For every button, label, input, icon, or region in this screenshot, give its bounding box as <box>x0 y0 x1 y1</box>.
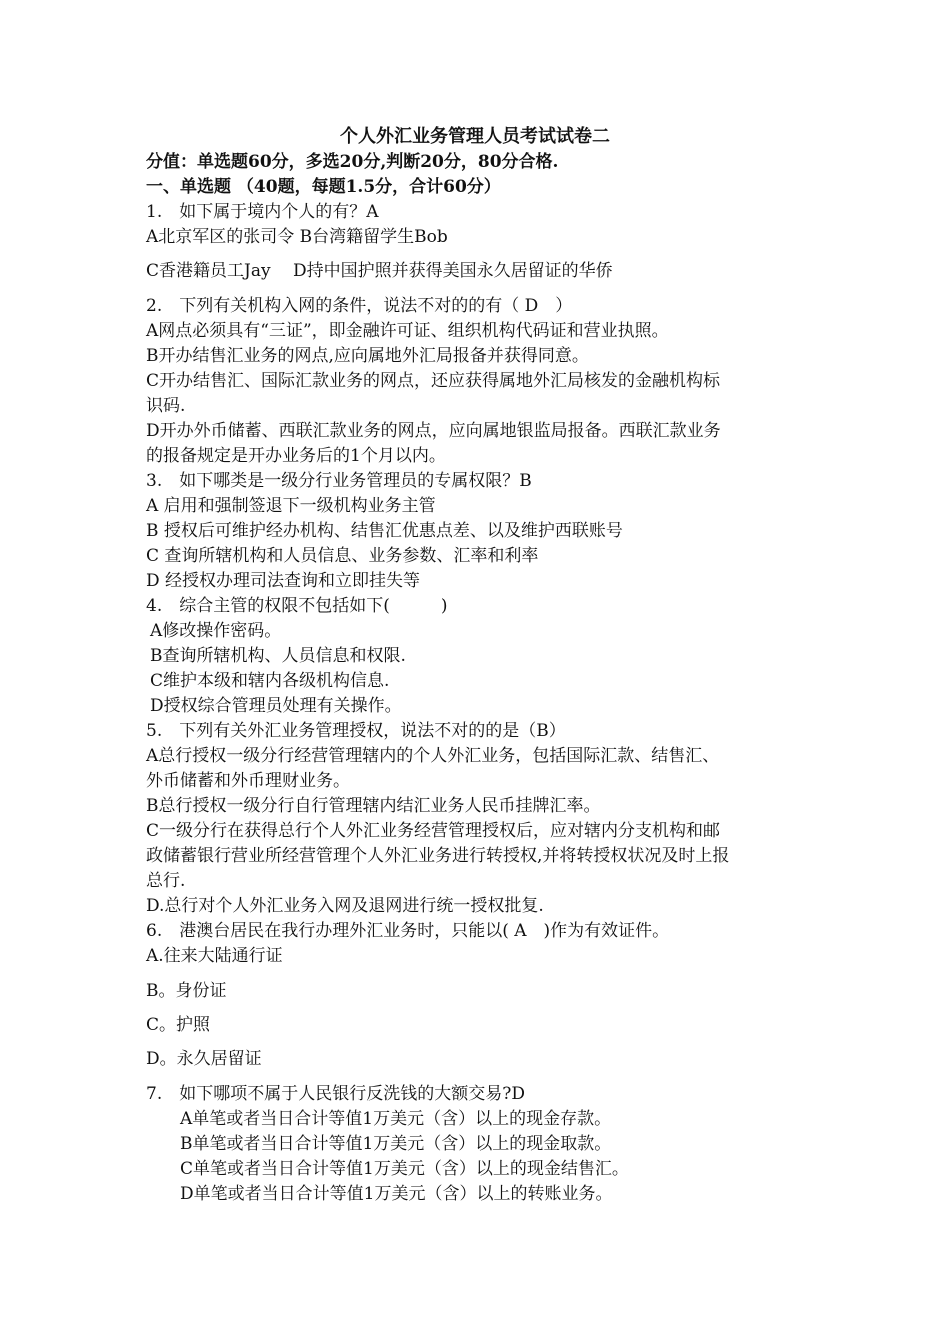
question-1-option-cd: C香港籍员工Jay D持中国护照并获得美国永久居留证的华侨 <box>146 261 613 281</box>
question-7: 7. 如下哪项不属于人民银行反洗钱的大额交易?D <box>146 1084 525 1104</box>
question-3-option-c: C 查询所辖机构和人员信息、业务参数、汇率和利率 <box>146 546 539 566</box>
question-1-option-ab: A北京军区的张司令 B台湾籍留学生Bob <box>146 227 448 247</box>
question-6-option-a: A.往来大陆通行证 <box>146 946 283 966</box>
question-7-option-d: D单笔或者当日合计等值1万美元（含）以上的转账业务。 <box>180 1184 613 1204</box>
page-title: 个人外汇业务管理人员考试试卷二 <box>340 126 610 147</box>
question-4-option-d: D授权综合管理员处理有关操作。 <box>150 696 402 716</box>
question-5-option-c-cont: 政储蓄银行营业所经营管理个人外汇业务进行转授权,并将转授权状况及时上报 <box>146 846 730 866</box>
question-2-option-c-cont: 识码. <box>146 396 186 416</box>
question-5-option-a-cont: 外币储蓄和外币理财业务。 <box>146 771 350 791</box>
section-heading: 一、单选题 （40题，每题1.5分，合计60分） <box>146 177 501 197</box>
question-7-option-b: B单笔或者当日合计等值1万美元（含）以上的现金取款。 <box>180 1134 612 1154</box>
question-2: 2. 下列有关机构入网的条件，说法不对的的有（ D ） <box>146 296 573 316</box>
question-4-option-a: A修改操作密码。 <box>150 621 282 641</box>
question-5-option-d: D.总行对个人外汇业务入网及退网进行统一授权批复. <box>146 896 544 916</box>
question-4-option-b: B查询所辖机构、人员信息和权限. <box>150 646 406 666</box>
question-2-option-d-cont: 的报备规定是开办业务后的1个月以内。 <box>146 446 446 466</box>
question-5-option-c-cont2: 总行. <box>146 871 186 891</box>
question-4-option-c: C维护本级和辖内各级机构信息. <box>150 671 390 691</box>
question-4: 4. 综合主管的权限不包括如下( ) <box>146 596 448 616</box>
question-3-option-a: A 启用和强制签退下一级机构业务主管 <box>146 496 436 516</box>
question-6-option-b: B。身份证 <box>146 981 227 1001</box>
question-5: 5. 下列有关外汇业务管理授权，说法不对的的是（B） <box>146 721 566 741</box>
question-2-option-d: D开办外币储蓄、西联汇款业务的网点，应向属地银监局报备。西联汇款业务 <box>146 421 721 441</box>
question-2-option-a: A网点必须具有“三证”，即金融许可证、组织机构代码证和营业执照。 <box>146 321 669 341</box>
question-5-option-a: A总行授权一级分行经营管理辖内的个人外汇业务，包括国际汇款、结售汇、 <box>146 746 720 766</box>
question-1: 1. 如下属于境内个人的有？A <box>146 202 379 222</box>
question-6-option-d: D。永久居留证 <box>146 1049 262 1069</box>
question-5-option-b: B总行授权一级分行自行管理辖内结汇业务人民币挂牌汇率。 <box>146 796 601 816</box>
question-2-option-b: B开办结售汇业务的网点,应向属地外汇局报备并获得同意。 <box>146 346 589 366</box>
question-3-option-b: B 授权后可维护经办机构、结售汇优惠点差、以及维护西联账号 <box>146 521 623 541</box>
question-3: 3. 如下哪类是一级分行业务管理员的专属权限？B <box>146 471 532 491</box>
question-7-option-a: A单笔或者当日合计等值1万美元（含）以上的现金存款。 <box>180 1109 612 1129</box>
question-3-option-d: D 经授权办理司法查询和立即挂失等 <box>146 571 421 591</box>
question-2-option-c: C开办结售汇、国际汇款业务的网点，还应获得属地外汇局核发的金融机构标 <box>146 371 721 391</box>
question-7-option-c: C单笔或者当日合计等值1万美元（含）以上的现金结售汇。 <box>180 1159 629 1179</box>
question-5-option-c: C一级分行在获得总行个人外汇业务经营管理授权后，应对辖内分支机构和邮 <box>146 821 721 841</box>
question-6: 6. 港澳台居民在我行办理外汇业务时，只能以( A )作为有效证件。 <box>146 921 670 941</box>
score-line: 分值：单选题60分，多选20分,判断20分，80分合格. <box>146 152 559 172</box>
question-6-option-c: C。护照 <box>146 1015 211 1035</box>
